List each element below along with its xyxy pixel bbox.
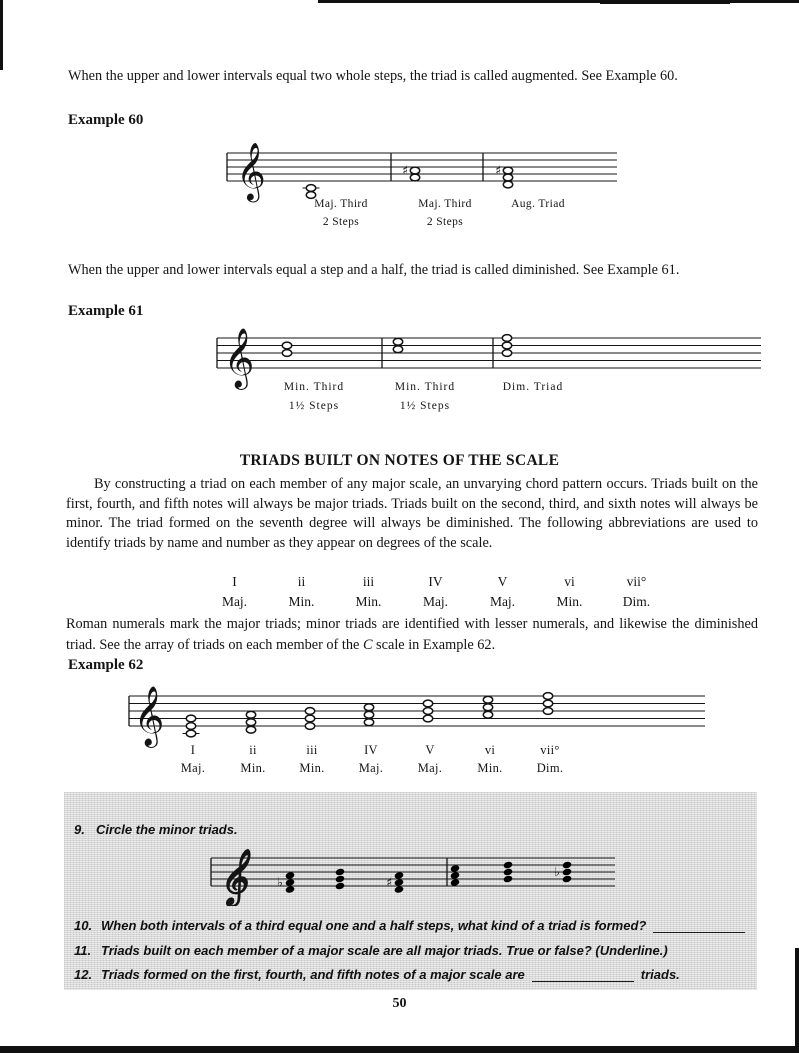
note-head (423, 708, 432, 715)
treble-clef-icon: 𝄞 (223, 328, 255, 388)
degree-numeral: ii (297, 574, 306, 589)
note-head (503, 167, 512, 174)
degree-quality: Min. (556, 594, 583, 609)
question-12-text: Triads formed on the first, fourth, and fifth notes of a major scale are (101, 967, 525, 982)
answer-blank-q12[interactable] (532, 968, 634, 982)
degree-numeral: vi (564, 574, 575, 589)
chord (402, 163, 420, 181)
note-head (483, 696, 492, 703)
note-head (364, 711, 373, 718)
paragraph-diminished: When the upper and lower intervals equal a step and a half, the triad is called diminished. See Example 61. (68, 262, 680, 278)
staff-label: Min. Third (283, 381, 345, 393)
staff-label: Maj. (358, 761, 384, 775)
staff-label: 1½ Steps (288, 400, 340, 412)
sharp-icon: ♯ (385, 874, 393, 890)
question-10-text: When both intervals of a third equal one and a half steps, what kind of a triad is formed? (101, 918, 647, 933)
staff-label: Dim. (536, 761, 564, 775)
note-head (543, 700, 552, 707)
degree-quality: Maj. (489, 594, 516, 609)
question-11 (74, 943, 668, 958)
staff-label: Min. (299, 761, 325, 775)
degree-numeral: I (232, 574, 237, 589)
note-head (186, 715, 195, 722)
note-head (335, 875, 345, 883)
staff-label: 2 Steps (322, 216, 360, 228)
treble-clef-icon: 𝄞 (218, 849, 248, 905)
chord (364, 704, 373, 726)
scale-degree-column (603, 574, 670, 610)
treble-clef-icon: 𝄞 (133, 686, 165, 746)
chord (503, 861, 513, 883)
degree-quality: Min. (288, 594, 315, 609)
chord (305, 708, 314, 730)
example-61-heading: Example 61 (68, 303, 144, 319)
note-head (562, 861, 572, 869)
example-60-staff (225, 143, 625, 241)
note-head (410, 174, 419, 181)
example-62-heading: Example 62 (68, 657, 144, 673)
note-head (502, 335, 511, 342)
scale-degree-column (402, 574, 469, 610)
staff-label: Aug. Triad (511, 198, 565, 210)
chord (554, 861, 572, 883)
note-head (305, 715, 314, 722)
note-head (285, 885, 295, 893)
staff-label: Maj. (180, 761, 206, 775)
staff-label: Dim. Triad (502, 381, 564, 393)
staff-label: Maj. Third (418, 198, 472, 210)
staff-label: Min. Third (394, 381, 456, 393)
note-head (364, 704, 373, 711)
question-10-number: 10. (74, 918, 93, 933)
chord (483, 696, 492, 718)
note-head (246, 719, 255, 726)
note-head (335, 868, 345, 876)
chord (423, 700, 432, 722)
staff-label: vii° (540, 743, 560, 757)
note-head (562, 868, 572, 876)
staff-label: Min. (240, 761, 266, 775)
note-head (483, 704, 492, 711)
note-head (393, 346, 402, 353)
exercise-box (64, 792, 757, 990)
note-head (394, 878, 404, 886)
degree-quality: Maj. (221, 594, 248, 609)
note-head (423, 715, 432, 722)
chord (246, 711, 255, 733)
note-head (335, 882, 345, 890)
sharp-icon: ♯ (401, 162, 409, 178)
chord (502, 335, 511, 357)
note-head (364, 719, 373, 726)
note-head (305, 708, 314, 715)
paragraph-augmented: When the upper and lower intervals equal two whole steps, the triad is called augmented. See Example 60. (68, 68, 678, 84)
note-head (282, 350, 291, 357)
scale-degree-table (201, 574, 670, 610)
note-head (306, 185, 315, 192)
chord (277, 871, 295, 893)
note-head (543, 693, 552, 700)
degree-numeral: IV (428, 574, 443, 589)
question-12-number: 12. (74, 967, 93, 982)
note-head (503, 174, 512, 181)
example-62-staff (125, 680, 713, 784)
note-head (305, 723, 314, 730)
note-head (246, 711, 255, 718)
example-60-heading: Example 60 (68, 112, 144, 128)
note-head (423, 700, 432, 707)
degree-numeral: V (497, 574, 508, 589)
flat-icon: ♭ (554, 864, 560, 879)
flat-icon: ♭ (277, 874, 283, 890)
staff-label: I (190, 743, 196, 757)
note-head (483, 711, 492, 718)
note-head (394, 885, 404, 893)
degree-numeral: iii (362, 574, 375, 589)
note-head (410, 167, 419, 174)
note-head (543, 708, 552, 715)
note-head (502, 342, 511, 349)
note-head (562, 875, 572, 883)
paragraph-roman-numerals-text: Roman numerals mark the major triads; minor triads are identified with lesser numerals, and likewise the diminished triad. See the array of triads on each member of the (66, 616, 758, 654)
sharp-icon: ♯ (494, 162, 502, 178)
note-head (503, 875, 513, 883)
note-head (285, 871, 295, 879)
staff-label: iii (306, 743, 318, 757)
note-head (503, 861, 513, 869)
staff-label: V (425, 743, 435, 757)
scan-artifact (600, 0, 730, 4)
scale-degree-column (201, 574, 268, 610)
chord (386, 871, 404, 893)
question-11-number: 11. (74, 943, 92, 958)
staff-label: ii (249, 743, 257, 757)
staff-label: IV (364, 743, 378, 757)
scan-artifact (0, 1046, 799, 1053)
treble-clef-icon: 𝄞 (236, 143, 266, 200)
staff-label: Min. (477, 761, 503, 775)
staff-label: vi (484, 743, 496, 757)
chord (450, 864, 460, 886)
note-head (186, 723, 195, 730)
note-head (450, 864, 460, 872)
exercise-staff[interactable] (203, 840, 623, 906)
question-9 (74, 822, 238, 837)
staff-label: 1½ Steps (399, 400, 451, 412)
question-9-number: 9. (74, 822, 85, 837)
note-head (285, 878, 295, 886)
paragraph-scale-triads: By constructing a triad on each member of any major scale, an unvarying chord pattern occurs. Triads built on the first, fourth, and fifth notes will always be major triads. Triads built on the second, third, and sixth notes will always be minor. The triad formed on the seventh degree will always be diminished. The following abbreviations are used to identify triads by name and number as they appear on degrees of the scale. (66, 476, 758, 551)
section-heading: TRIADS BUILT ON NOTES OF THE SCALE (239, 452, 560, 469)
staff-label: 2 Steps (426, 216, 464, 228)
degree-quality: Maj. (422, 594, 449, 609)
question-12 (74, 967, 680, 982)
scale-degree-column (469, 574, 536, 610)
question-12-tail: triads. (640, 967, 680, 982)
answer-blank-q10[interactable] (653, 919, 745, 933)
page-number: 50 (392, 996, 407, 1011)
question-9-text: Circle the minor triads. (96, 822, 238, 837)
chord (303, 185, 320, 199)
chord (282, 342, 291, 356)
note-head (503, 868, 513, 876)
degree-quality: Dim. (622, 594, 651, 609)
scale-degree-column (268, 574, 335, 610)
degree-quality: Min. (355, 594, 382, 609)
paragraph-roman-numerals (66, 614, 758, 656)
note-head (394, 871, 404, 879)
chord (543, 693, 552, 715)
degree-numeral: vii° (626, 574, 647, 589)
scan-artifact (0, 0, 3, 70)
note-head (502, 350, 511, 357)
note-head (503, 181, 512, 188)
note-head (450, 878, 460, 886)
note-head (393, 338, 402, 345)
chord (335, 868, 345, 890)
note-head (246, 726, 255, 733)
staff-label: Maj. Third (314, 198, 368, 210)
chord (495, 163, 513, 188)
example-61-staff (213, 326, 765, 424)
note-head (450, 871, 460, 879)
staff-label: Maj. (417, 761, 443, 775)
scale-degree-column (536, 574, 603, 610)
question-10 (74, 918, 745, 933)
paragraph-roman-numerals-tail: scale in Example 62. (372, 637, 496, 654)
note-head (282, 342, 291, 349)
scale-degree-column (335, 574, 402, 610)
note-head (186, 730, 195, 737)
scale-name-italic: C (362, 637, 373, 654)
question-11-text: Triads built on each member of a major scale are all major triads. True or false? (Underline.) (101, 943, 668, 958)
